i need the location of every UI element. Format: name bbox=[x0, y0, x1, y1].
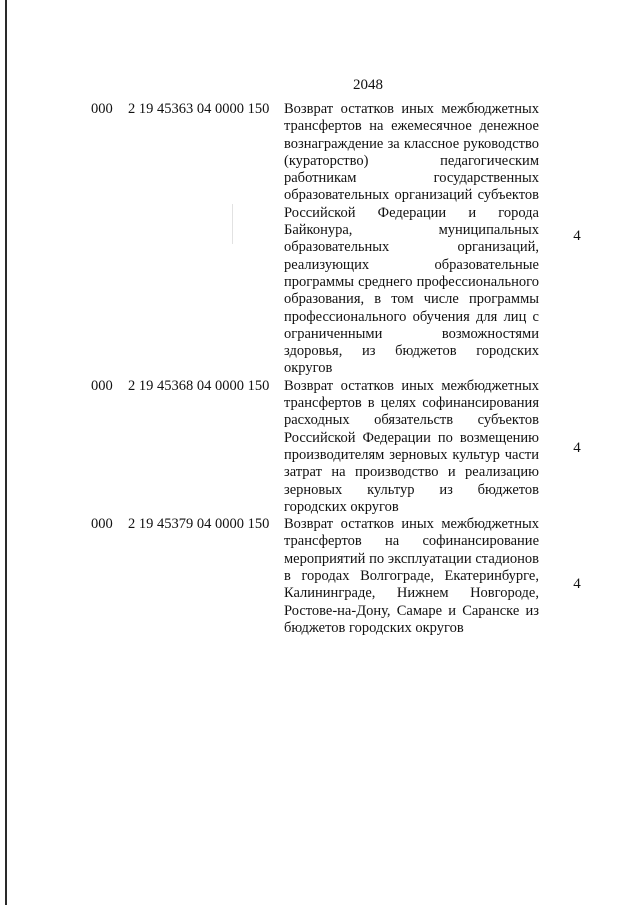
table-row bbox=[0, 378, 640, 516]
budget-classification-code: 2 19 45368 04 0000 150 bbox=[128, 377, 270, 394]
column-value: 4 bbox=[573, 439, 581, 456]
revenue-description: Возврат остатков иных межбюджетных трансфертов на ежемесячное денежное вознаграждение за классное руководство (кураторство) педагогическим работникам государственных образовательных организаций субъектов Российской Федерации и города Байконура, муниципальных образовательных организаций, реализующих образовательные программы среднего профессионального образования, в том числе программы профессионального обучения для лиц с ограниченными возможностями здоровья, из бюджетов городских округов bbox=[284, 101, 539, 377]
table-row bbox=[0, 516, 640, 637]
column-value: 4 bbox=[573, 228, 581, 244]
page-number: 2048 bbox=[353, 77, 383, 93]
revenue-description: Возврат остатков иных межбюджетных трансфертов в целях софинансирования расходных обязательств субъектов Российской Федерации по возмещению производителям зерновых культур части затрат на производство и реализацию зерновых культур из бюджетов городских округов bbox=[284, 377, 539, 515]
column-value: 4 bbox=[573, 576, 581, 593]
budget-classification-code: 2 19 45363 04 0000 150 bbox=[128, 101, 270, 117]
admin-code: 000 bbox=[91, 516, 113, 533]
admin-code: 000 bbox=[91, 377, 113, 394]
revenue-description: Возврат остатков иных межбюджетных трансфертов на софинансирование мероприятий по эксплуатации стадионов в городах Волгограде, Екатеринбурге, Калининграде, Нижнем Новгороде, Ростове-на-Дону, Самаре и Саранске из бюджетов городских округов bbox=[284, 516, 539, 636]
document-table bbox=[0, 101, 640, 637]
table-row bbox=[0, 101, 640, 378]
admin-code: 000 bbox=[91, 101, 113, 117]
budget-classification-code: 2 19 45379 04 0000 150 bbox=[128, 516, 270, 533]
